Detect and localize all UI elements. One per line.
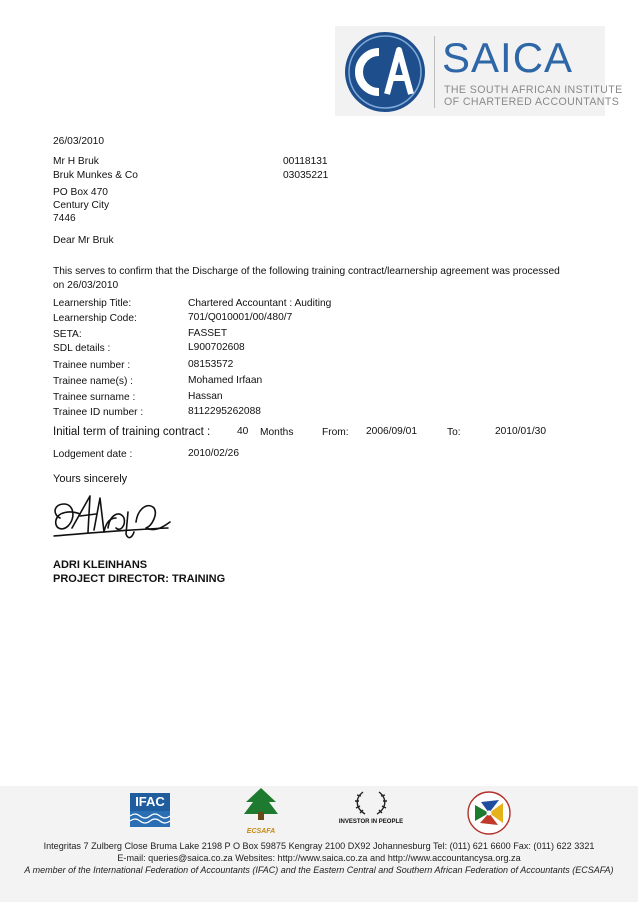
term-from-value: 2006/09/01 (366, 426, 417, 437)
handwritten-signature (50, 488, 175, 546)
detail-value-code: 701/Q010001/00/480/7 (188, 312, 293, 323)
address-line-3: 7446 (53, 213, 76, 224)
footer-membership-line: A member of the International Federation of Accountants (IFAC) and the Eastern Central and Southern African Federation of Accountants (ECSAFA) (24, 865, 614, 875)
letter-date: 26/03/2010 (53, 136, 104, 147)
detail-value-trainee-number: 08153572 (188, 359, 234, 370)
ecsafa-logo (240, 786, 282, 835)
detail-label-seta: SETA: (53, 329, 82, 340)
footer-contact-line: E-mail: queries@saica.co.za Websites: http://www.saica.co.za and http://www.accountancysa.org.za (117, 853, 521, 863)
detail-label-surname: Trainee surname : (53, 392, 136, 403)
detail-label-trainee-names: Trainee name(s) : (53, 376, 134, 387)
ifac-logo (130, 793, 170, 827)
body-line-2: on 26/03/2010 (53, 280, 119, 291)
logo-monogram: CA (343, 30, 345, 31)
detail-label-trainee-number: Trainee number : (53, 360, 131, 371)
detail-label-id-number: Trainee ID number : (53, 407, 144, 418)
body-line-1: This serves to confirm that the Discharge of the following training contract/learnership agreement was processed (53, 266, 560, 277)
detail-value-surname: Hassan (188, 391, 223, 402)
signer-name: ADRI KLEINHANS (53, 559, 148, 571)
saica-ca-logo (343, 30, 427, 114)
signer-title: PROJECT DIRECTOR: TRAINING (53, 573, 226, 585)
investor-in-people-logo (334, 788, 408, 832)
logo-divider (434, 36, 435, 108)
recipient-name: Mr H Bruk (53, 156, 99, 167)
footer-address-line: Integritas 7 Zulberg Close Bruma Lake 2198 P O Box 59875 Kengray 2100 DX92 Johannesburg Tel: (011) 621 6600 Fax: (011) 622 3321 (43, 841, 595, 851)
detail-value-trainee-names: Mohamed Irfaan (188, 375, 263, 386)
proudly-south-african-logo (466, 790, 512, 836)
salutation: Dear Mr Bruk (53, 235, 114, 246)
lodgement-label: Lodgement date : (53, 449, 133, 460)
detail-value-id-number: 8112295262088 (188, 406, 261, 417)
ifac-logo-text: IFAC (130, 793, 170, 811)
term-months-label: Months (260, 427, 294, 438)
detail-label-title: Learnership Title: (53, 298, 132, 309)
detail-label-sdl: SDL details : (53, 343, 111, 354)
detail-value-seta: FASSET (188, 328, 228, 339)
logo-subtitle-2: OF CHARTERED ACCOUNTANTS (444, 96, 620, 108)
reference-number-1: 00118131 (283, 156, 328, 167)
detail-value-title: Chartered Accountant : Auditing (188, 298, 332, 309)
lodgement-value: 2010/02/26 (188, 448, 239, 459)
term-to-value: 2010/01/30 (495, 426, 546, 437)
ecsafa-logo-text: ECSAFA (246, 828, 276, 835)
ifac-waves-icon (130, 811, 170, 827)
logo-subtitle-1: THE SOUTH AFRICAN INSTITUTE (444, 84, 623, 96)
investor-in-people-text: INVESTOR IN PEOPLE (338, 819, 404, 825)
term-to-label: To: (447, 427, 461, 438)
term-label: Initial term of training contract : (53, 426, 211, 438)
sign-off: Yours sincerely (53, 473, 128, 485)
proudly-south-african-text: PROUDLY SOUTH AFRICAN (466, 790, 480, 791)
address-line-2: Century City (53, 200, 110, 211)
logo-wordmark: SAICA (442, 34, 574, 81)
term-from-label: From: (322, 427, 349, 438)
ecsafa-emblem-icon (240, 786, 282, 822)
laurel-wreath-icon (353, 788, 389, 818)
detail-value-sdl: L900702608 (188, 342, 245, 353)
address-line-1: PO Box 470 (53, 187, 108, 198)
reference-number-2: 03035221 (283, 170, 329, 181)
term-months-value: 40 (237, 426, 249, 437)
recipient-company: Bruk Munkes & Co (53, 170, 138, 181)
detail-label-code: Learnership Code: (53, 313, 137, 324)
